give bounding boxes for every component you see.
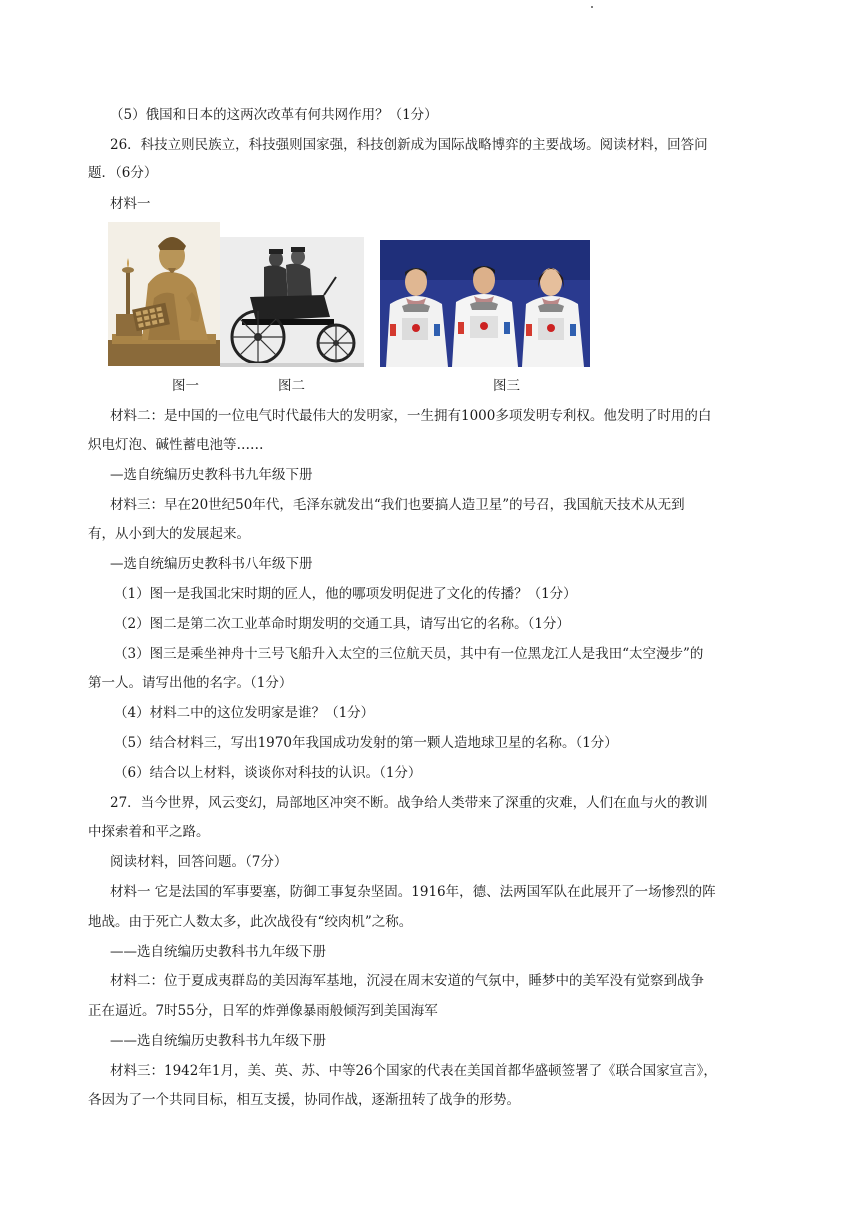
header-dot xyxy=(591,6,593,8)
figure-3-astronauts xyxy=(380,240,590,367)
question-27-read: 阅读材料，回答问题。（7分） xyxy=(110,854,288,870)
question-26-3-line2: 第一人。请写出他的名字。（1分） xyxy=(88,675,293,691)
q27-material-1-line1: 材料一 它是法国的军事要塞，防御工事复杂坚固。1916年，德、法两国军队在此展开了一场惨烈的阵 xyxy=(110,884,716,900)
question-26-stem-line1: 26．科技立则民族立，科技强则国家强，科技创新成为国际战略博弈的主要战场。阅读材料，回答问 xyxy=(110,137,708,153)
question-26-3-line1: （3）图三是乘坐神舟十三号飞船升入太空的三位航天员，其中有一位黑龙江人是我田“太空漫步”的 xyxy=(114,646,704,662)
caption-figure-2: 图二 xyxy=(278,378,305,394)
material-3-line2: 有，从小到大的发展起来。 xyxy=(88,526,250,542)
q27-material-2-line1: 材料二：位于夏成夷群岛的美因海军基地，沉浸在周末安道的气氛中，睡梦中的美军没有觉察到战争 xyxy=(110,973,704,989)
question-26-4: （4）材料二中的这位发明家是谁？（1分） xyxy=(114,705,375,721)
material-2-line2: 炽电灯泡、碱性蓄电池等…… xyxy=(88,437,264,453)
question-26-1: （1）图一是我国北宋时期的匠人，他的哪项发明促进了文化的传播？（1分） xyxy=(114,586,577,602)
q27-material-2-line2: 正在逼近。7时55分，日军的炸弹像暴雨般倾泻到美国海军 xyxy=(88,1003,438,1019)
question-26-2: （2）图二是第二次工业革命时期发明的交通工具，请写出它的名称。（1分） xyxy=(114,616,570,632)
caption-figure-3: 图三 xyxy=(493,378,520,394)
material-3-source: —选自统编历史教科书八年级下册 xyxy=(110,556,313,572)
question-26-stem-line2: 题．（6分） xyxy=(88,165,158,181)
figure-2-early-automobile xyxy=(220,237,364,367)
question-27-stem-line1: 27．当今世界，风云变幻，局部地区冲突不断。战争给人类带来了深重的灾难，人们在血与火的教训 xyxy=(110,795,708,811)
q27-material-1-line2: 地战。由于死亡人数太多，此次战役有“绞肉机”之称。 xyxy=(88,914,413,930)
q27-material-2-source: ——选自统编历史教科书九年级下册 xyxy=(110,1033,326,1049)
figure-1-craftsman-statue xyxy=(108,222,220,366)
material-2-line1: 材料二：是中国的一位电气时代最伟大的发明家，一生拥有1000多项发明专利权。他发明了时用的白 xyxy=(110,408,712,424)
q27-material-3-line1: 材料三：1942年1月，美、英、苏、中等26个国家的代表在美国首都华盛顿签署了《联合国家宣言》， xyxy=(110,1063,717,1079)
question-26-5: （5）结合材料三，写出1970年我国成功发射的第一颗人造地球卫星的名称。（1分） xyxy=(114,735,618,751)
material-3-line1: 材料三：早在20世纪50年代，毛泽东就发出“我们也要搞人造卫星”的号召，我国航天技术从无到 xyxy=(110,497,685,513)
question-26-6: （6）结合以上材料，谈谈你对科技的认识。（1分） xyxy=(114,765,422,781)
material-2-source: —选自统编历史教科书九年级下册 xyxy=(110,467,313,483)
material-1-label: 材料一 xyxy=(110,196,151,212)
caption-figure-1: 图一 xyxy=(172,378,199,394)
q27-material-3-line2: 各因为了一个共同目标，相互支援，协同作战，逐渐扭转了战争的形势。 xyxy=(88,1092,520,1108)
q27-material-1-source: ——选自统编历史教科书九年级下册 xyxy=(110,944,326,960)
question-25-5: （5）俄国和日本的这两次改革有何共网作用？（1分） xyxy=(110,107,438,123)
question-27-stem-line2: 中探索着和平之路。 xyxy=(88,824,210,840)
